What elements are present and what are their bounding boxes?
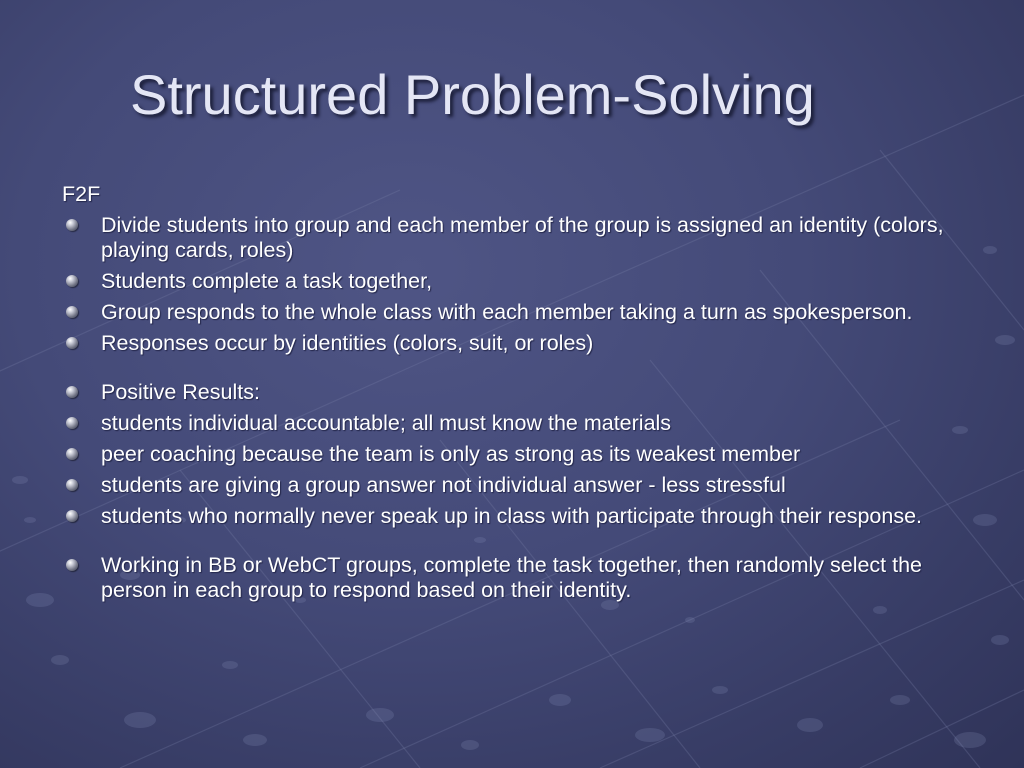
list-item [62,331,972,356]
list-item-text: students are giving a group answer not individual answer - less stressful [101,473,786,497]
list-item [62,380,972,405]
sphere-bullet-icon [66,417,78,429]
list-item-text: Positive Results: [101,380,260,404]
intro-label: F2F [62,182,101,206]
sphere-bullet-icon [66,275,78,287]
list-item [62,504,972,529]
list-item-text: Working in BB or WebCT groups, complete the task together, then randomly select the person in each group to respond based on their identity. [101,553,923,602]
sphere-bullet-icon [66,337,78,349]
list-item-text: Group responds to the whole class with each member taking a turn as spokesperson. [101,300,913,324]
sphere-bullet-icon [66,510,78,522]
list-item [62,442,972,467]
sphere-bullet-icon [66,559,78,571]
list-item-text: Students complete a task together, [101,269,433,293]
slide-title: Structured Problem-Solving [130,63,815,126]
sphere-bullet-icon [66,448,78,460]
sphere-bullet-icon [66,479,78,491]
list-item [62,213,972,263]
slide-body [62,182,972,609]
list-item [62,269,972,294]
list-item-text: Divide students into group and each member of the group is assigned an identity (colors, playing cards, roles) [101,213,944,262]
list-item [62,473,972,498]
list-item-text: Responses occur by identities (colors, suit, or roles) [101,331,594,355]
list-item-text: students individual accountable; all must know the materials [101,411,672,435]
sphere-bullet-icon [66,219,78,231]
bullet-list [62,213,972,603]
list-item-text: peer coaching because the team is only as strong as its weakest member [101,442,801,466]
list-item [62,553,972,603]
sphere-bullet-icon [66,386,78,398]
list-item-text: students who normally never speak up in class with participate through their response. [101,504,923,528]
list-item [62,300,972,325]
sphere-bullet-icon [66,306,78,318]
list-item [62,411,972,436]
